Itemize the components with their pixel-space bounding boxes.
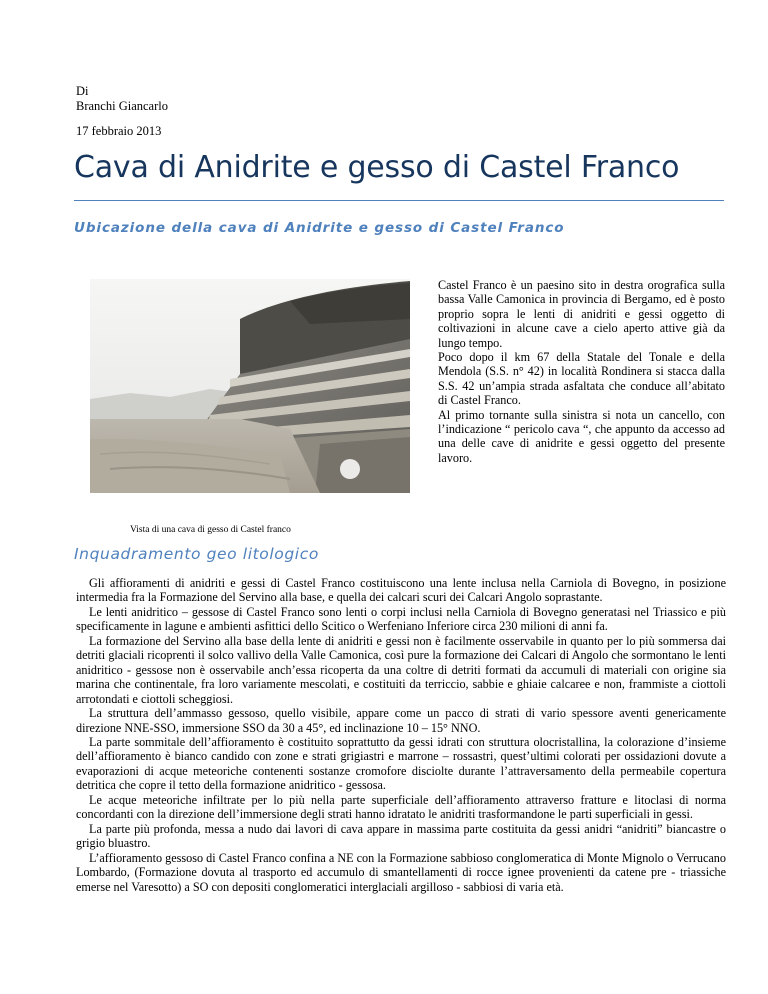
ubicazione-text (438, 278, 725, 465)
section-heading-inquadramento: Inquadramento geo litologico (74, 545, 319, 563)
document-date: 17 febbraio 2013 (76, 124, 162, 138)
author-name: Branchi Giancarlo (76, 99, 168, 113)
paragraph: Gli affioramenti di anidriti e gessi di Castel Franco costituiscono una lente inclusa nella Carniola di Bovegno, in posizione intermedia fra la Formazione del Servino alla base, e quella dei calcari scuri dei Calcari Angolo soprastante. (76, 576, 726, 605)
paragraph: L’affioramento gessoso di Castel Franco confina a NE con la Formazione sabbioso conglomeratica di Monte Mignolo o Verrucano Lombardo, (Formazione dovuta al trasporto ed accumulo di smantellamenti di rocce ignee provenienti da catene pre - triassiche emerse nel Varesotto) a SO con depositi conglomeratici interglaciali argilloso - sabbiosi di varia età. (76, 850, 726, 894)
paragraph: Al primo tornante sulla sinistra si nota un cancello, con l’indicazione “ pericolo cava “, che appunto da accesso ad una delle cave di anidrite e gessi oggetto del presente lavoro. (438, 407, 725, 465)
document-title: Cava di Anidrite e gesso di Castel Franco (74, 150, 680, 185)
paragraph: La struttura dell’ammasso gessoso, quello visibile, appare come un pacco di strati di vario spessore aventi genericamente direzione NNE-SSO, immersione SSO da 30 a 45°, ed inclinazione 10 – 15° NNO. (76, 706, 726, 735)
section-heading-ubicazione: Ubicazione della cava di Anidrite e gesso di Castel Franco (74, 220, 565, 236)
paragraph: La parte sommitale dell’affioramento è costituito soprattutto da gessi idrati con struttura olocristallina, la colorazione d’insieme dell’affioramento è bianco candido con zone e strati grigiastri e marrone – rossastri, quest’ultimi colorati per ossidazioni dovute a evaporazioni di acque meteoriche contenenti sostanze cromofore disciolte durante l’attraversamento della permeabile copertura detritica che copre il tetto della formazione anidritico - gessosa. (76, 734, 726, 793)
paragraph: Castel Franco è un paesino sito in destra orografica sulla bassa Valle Camonica in provincia di Bergamo, ed è posto proprio sopra le lenti di anidriti e gessi oggetto di coltivazioni in alcune cave a cielo aperto attive già da lungo tempo. (438, 278, 725, 350)
by-line: Di (76, 84, 89, 98)
author-block (76, 84, 168, 114)
inquadramento-text (76, 576, 726, 894)
title-divider (74, 200, 724, 201)
quarry-figure (90, 279, 410, 535)
quarry-photo (90, 279, 410, 493)
paragraph: Le acque meteoriche infiltrate per lo più nella parte superficiale dell’affioramento attraverso fratture e litoclasi di norma concordanti con la direzione dell’immersione degli strati hanno idratato le anidriti trasformandone le parti superficiali in gessi. (76, 792, 726, 822)
figure-caption: Vista di una cava di gesso di Castel franco (130, 525, 291, 535)
paragraph: La parte più profonda, messa a nudo dai lavori di cava appare in massima parte costituita da gessi anidri “anidriti” biancastre o grigio bluastro. (76, 821, 726, 851)
paragraph: Le lenti anidritico – gessose di Castel Franco sono lenti o corpi inclusi nella Carniola di Bovegno generatasi nel Triassico e più specificamente in lagune e ambienti asfittici dello Scitico o Werfeniano Inferiore circa 230 milioni di anni fa. (76, 604, 726, 634)
paragraph: Poco dopo il km 67 della Statale del Tonale e della Mendola (S.S. n° 42) in località Rondinera si stacca dalla S.S. 42 un’ampia strada asfaltata che conduce all’abitato di Castel Franco. (438, 350, 725, 408)
paragraph: La formazione del Servino alla base della lente di anidriti e gessi non è facilmente osservabile in quanto per lo più sommersa dai detriti glaciali ricoprenti il solco vallivo della Valle Camonica, così pure la formazione dei Calcari di Angolo che sormontano le lenti anidritico - gessose non è osservabile anch’essa ricoperta da una coltre di detriti formati da accumuli di materiali con origine sia marina che continentale, fra loro variamente mescolati, e costituiti da terriccio, sabbie e ghiaie calcaree e non, frammiste a ciottoli arrotondati e ciottoli scheggiosi. (76, 633, 726, 706)
